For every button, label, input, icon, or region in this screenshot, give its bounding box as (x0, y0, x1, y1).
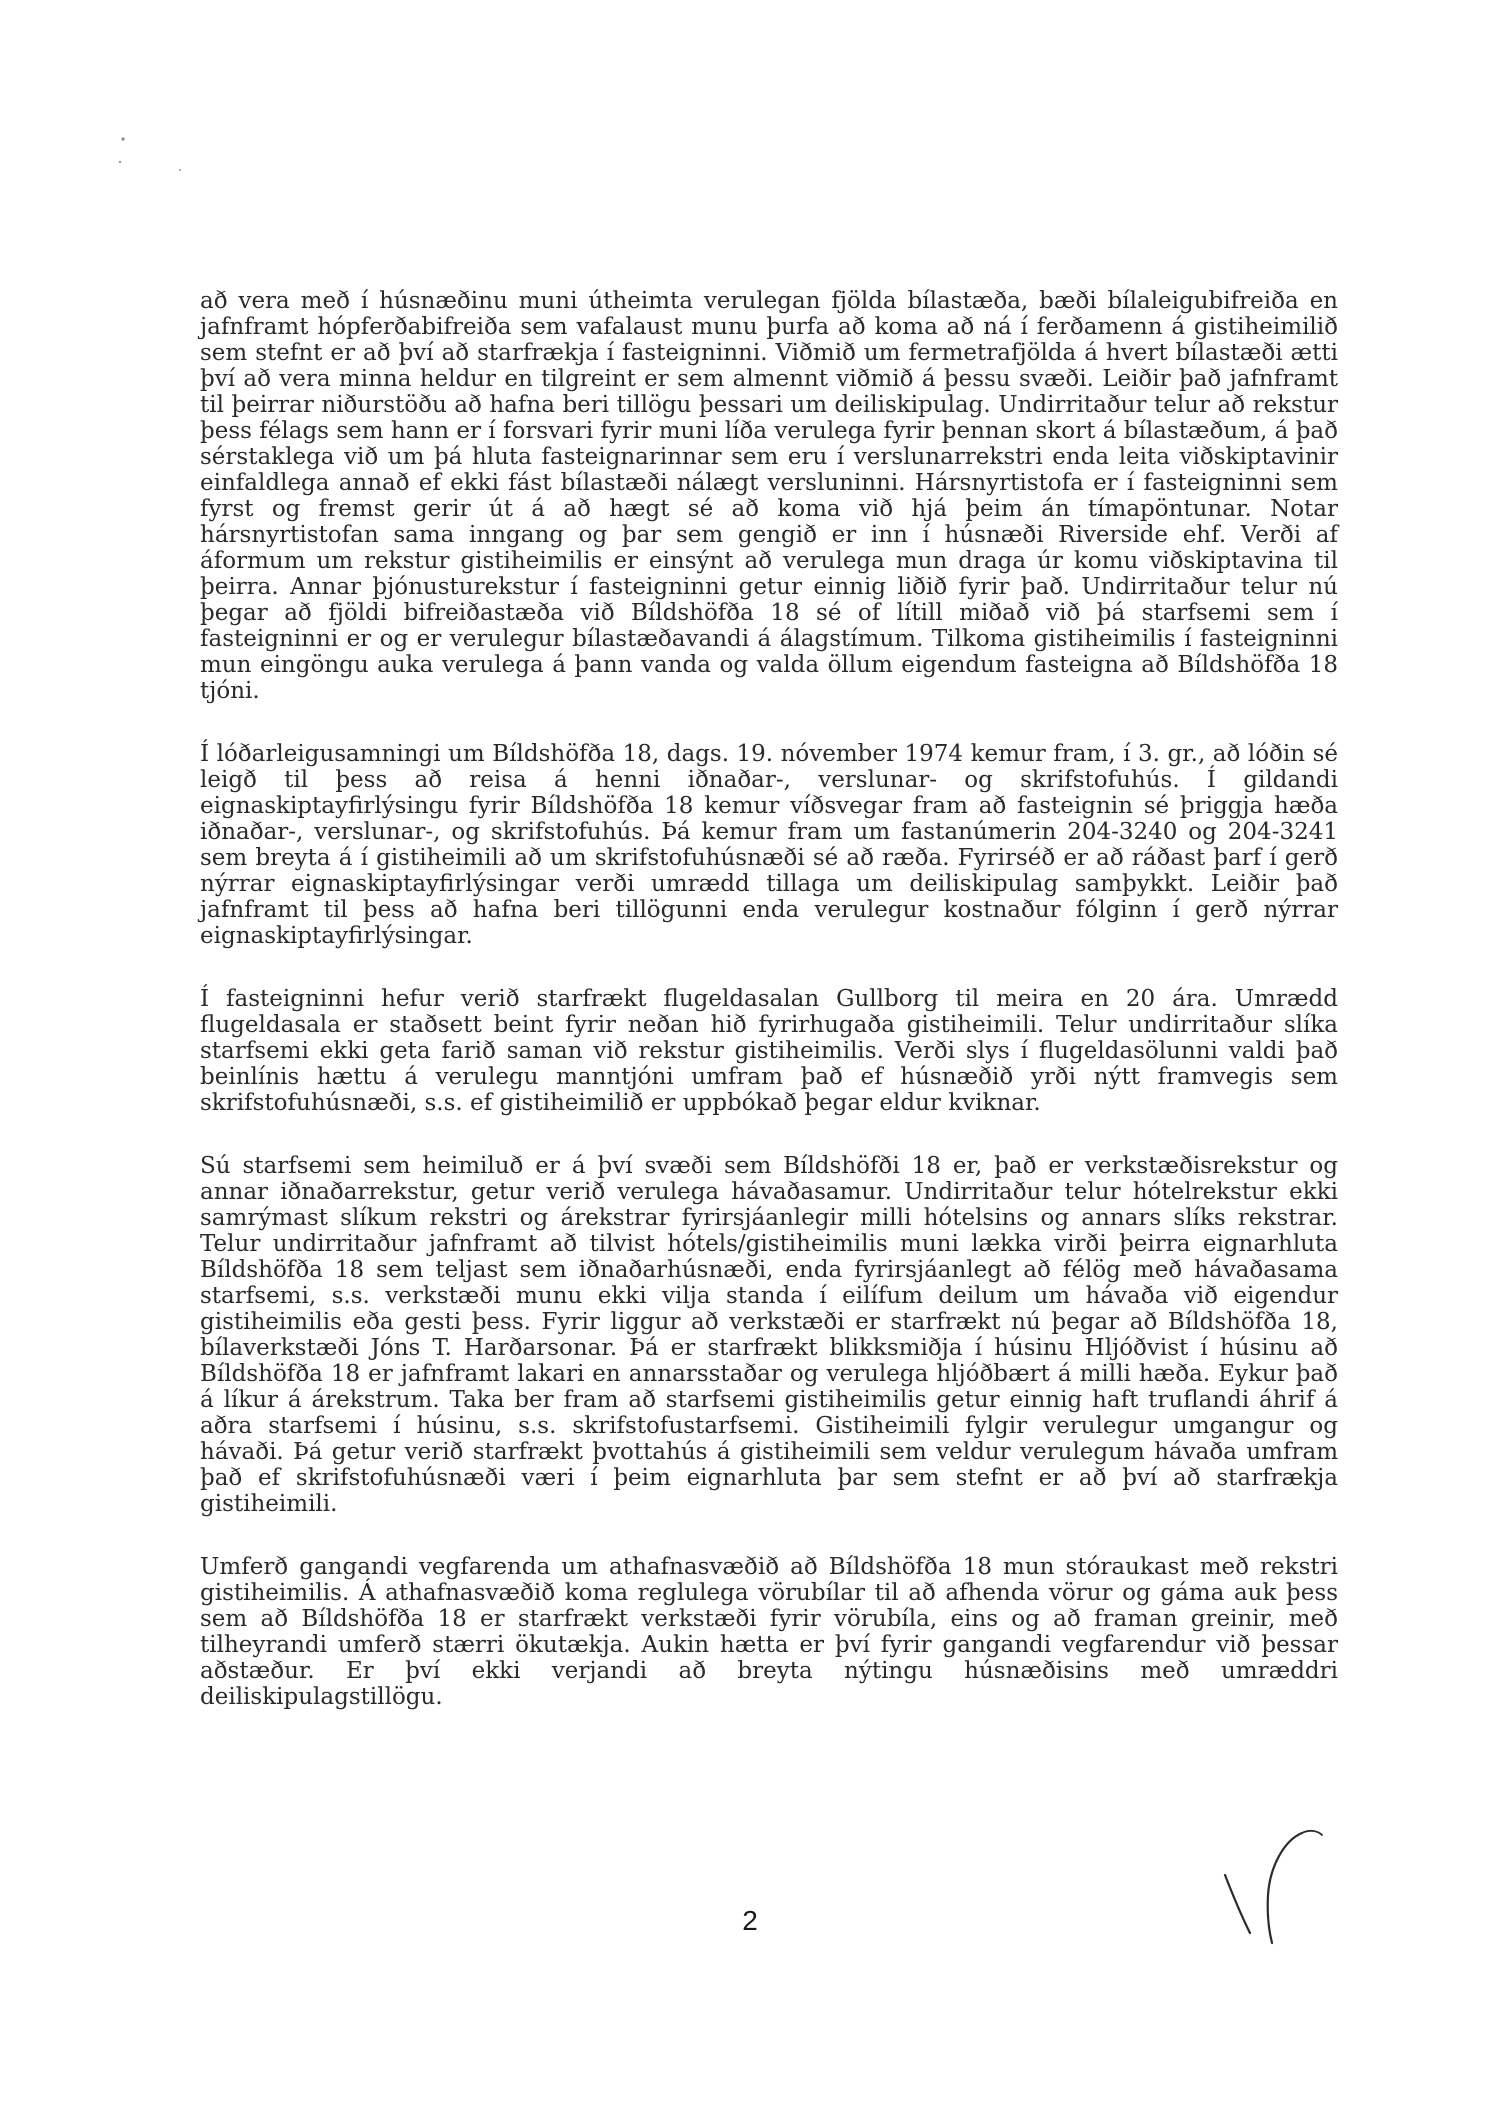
paragraph-fireworks: Í fasteigninni hefur verið starfrækt flugeldasalan Gullborg til meira en 20 ára. Umrædd flugeldasala er staðsett beint fyrir neðan hið fyrirhugaða gistiheimili. Telur undirritaður slíka starfsemi ekki geta farið saman við rekstur gistiheimilis. Verði slys í flugeldasölunni valdi það beinlínis hættu á verulegu manntjóni umfram það ef húsnæðið yrði nýtt framvegis sem skrifstofuhúsnæði, s.s. ef gistiheimilið er uppbókað þegar eldur kviknar. (200, 986, 1338, 1116)
page-number: 2 (742, 1905, 758, 1936)
paragraph-traffic: Umferð gangandi vegfarenda um athafnasvæðið að Bíldshöfða 18 mun stóraukast með rekstri gistiheimilis. Á athafnasvæðið koma reglulega vörubílar til að afhenda vörur og gáma auk þess sem að Bíldshöfða 18 er starfrækt verkstæði fyrir vörubíla, eins og að framan greinir, með tilheyrandi umferð stærri ökutækja. Aukin hætta er því fyrir gangandi vegfarendur við þessar aðstæður. Er því ekki verjandi að breyta nýtingu húsnæðisins með umræddri deiliskipulagstillögu. (200, 1554, 1338, 1710)
scan-speck (121, 137, 124, 140)
initials-signature (1210, 1795, 1330, 1945)
scan-speck (179, 169, 181, 171)
scan-speck (119, 161, 121, 163)
document-body (200, 288, 1338, 1747)
paragraph-noise: Sú starfsemi sem heimiluð er á því svæði sem Bíldshöfði 18 er, það er verkstæðisrekstur og annar iðnaðarrekstur, getur verið verulega hávaðasamur. Undirritaður telur hótelrekstur ekki samrýmast slíkum rekstri og árekstrar fyrirsjáanlegir milli hótelsins og annars slíks rekstrar. Telur undirritaður jafnframt að tilvist hótels/gistiheimilis muni lækka virði þeirra eignarhluta Bíldshöfða 18 sem teljast sem iðnaðarhúsnæði, enda fyrirsjáanlegt að félög með hávaðasama starfsemi, s.s. verkstæði munu ekki vilja standa í eilífum deilum um hávaða við eigendur gistiheimilis eða gesti þess. Fyrir liggur að verkstæði er starfrækt nú þegar að Bíldshöfða 18, bílaverkstæði Jóns T. Harðarsonar. Þá er starfrækt blikksmiðja í húsinu Hljóðvist í húsinu að Bíldshöfða 18 er jafnframt lakari en annarsstaðar og verulega hljóðbært á milli hæða. Eykur það á líkur á árekstrum. Taka ber fram að starfsemi gistiheimilis getur einnig haft truflandi áhrif á aðra starfsemi í húsinu, s.s. skrifstofustarfsemi. Gistiheimili fylgir verulegur umgangur og hávaði. Þá getur verið starfrækt þvottahús á gistiheimili sem veldur verulegum hávaða umfram það ef skrifstofuhúsnæði væri í þeim eignarhluta þar sem stefnt er að því að starfrækja gistiheimili. (200, 1153, 1338, 1517)
paragraph-parking: að vera með í húsnæðinu muni útheimta verulegan fjölda bílastæða, bæði bílaleigubifreiða en jafnframt hópferðabifreiða sem vafalaust munu þurfa að koma að ná í ferðamenn á gistiheimilið sem stefnt er að því að starfrækja í fasteigninni. Viðmið um fermetrafjölda á hvert bílastæði ætti því að vera minna heldur en tilgreint er sem almennt viðmið á þessu svæði. Leiðir það jafnframt til þeirrar niðurstöðu að hafna beri tillögu þessari um deiliskipulag. Undirritaður telur að rekstur þess félags sem hann er í forsvari fyrir muni líða verulega fyrir þennan skort á bílastæðum, á það sérstaklega við um þá hluta fasteignarinnar sem eru í verslunarrekstri enda leita viðskiptavinir einfaldlega annað ef ekki fást bílastæði nálægt versluninni. Hársnyrtistofa er í fasteigninni sem fyrst og fremst gerir út á að hægt sé að koma við hjá þeim án tímapöntunar. Notar hársnyrtistofan sama inngang og þar sem gengið er inn í húsnæði Riverside ehf. Verði af áformum um rekstur gistiheimilis er einsýnt að verulega mun draga úr komu viðskiptavina til þeirra. Annar þjónusturekstur í fasteigninni getur einnig liðið fyrir það. Undirritaður telur nú þegar að fjöldi bifreiðastæða við Bíldshöfða 18 sé of lítill miðað við þá starfsemi sem í fasteigninni er og er verulegur bílastæðavandi á álagstímum. Tilkoma gistiheimilis í fasteigninni mun eingöngu auka verulega á þann vanda og valda öllum eigendum fasteigna að Bíldshöfða 18 tjóni. (200, 288, 1338, 704)
paragraph-land-lease: Í lóðarleigusamningi um Bíldshöfða 18, dags. 19. nóvember 1974 kemur fram, í 3. gr., að lóðin sé leigð til þess að reisa á henni iðnaðar-, verslunar- og skrifstofuhús. Í gildandi eignaskiptayfirlýsingu fyrir Bíldshöfða 18 kemur víðsvegar fram að fasteignin sé þriggja hæða iðnaðar-, verslunar-, og skrifstofuhús. Þá kemur fram um fastanúmerin 204-3240 og 204-3241 sem breyta á í gistiheimili að um skrifstofuhúsnæði sé að ræða. Fyrirséð er að ráðast þarf í gerð nýrrar eignaskiptayfirlýsingar verði umrædd tillaga um deiliskipulag samþykkt. Leiðir það jafnframt til þess að hafna beri tillögunni enda verulegur kostnaður fólginn í gerð nýrrar eignaskiptayfirlýsingar. (200, 741, 1338, 949)
scan-specks (0, 0, 200, 200)
